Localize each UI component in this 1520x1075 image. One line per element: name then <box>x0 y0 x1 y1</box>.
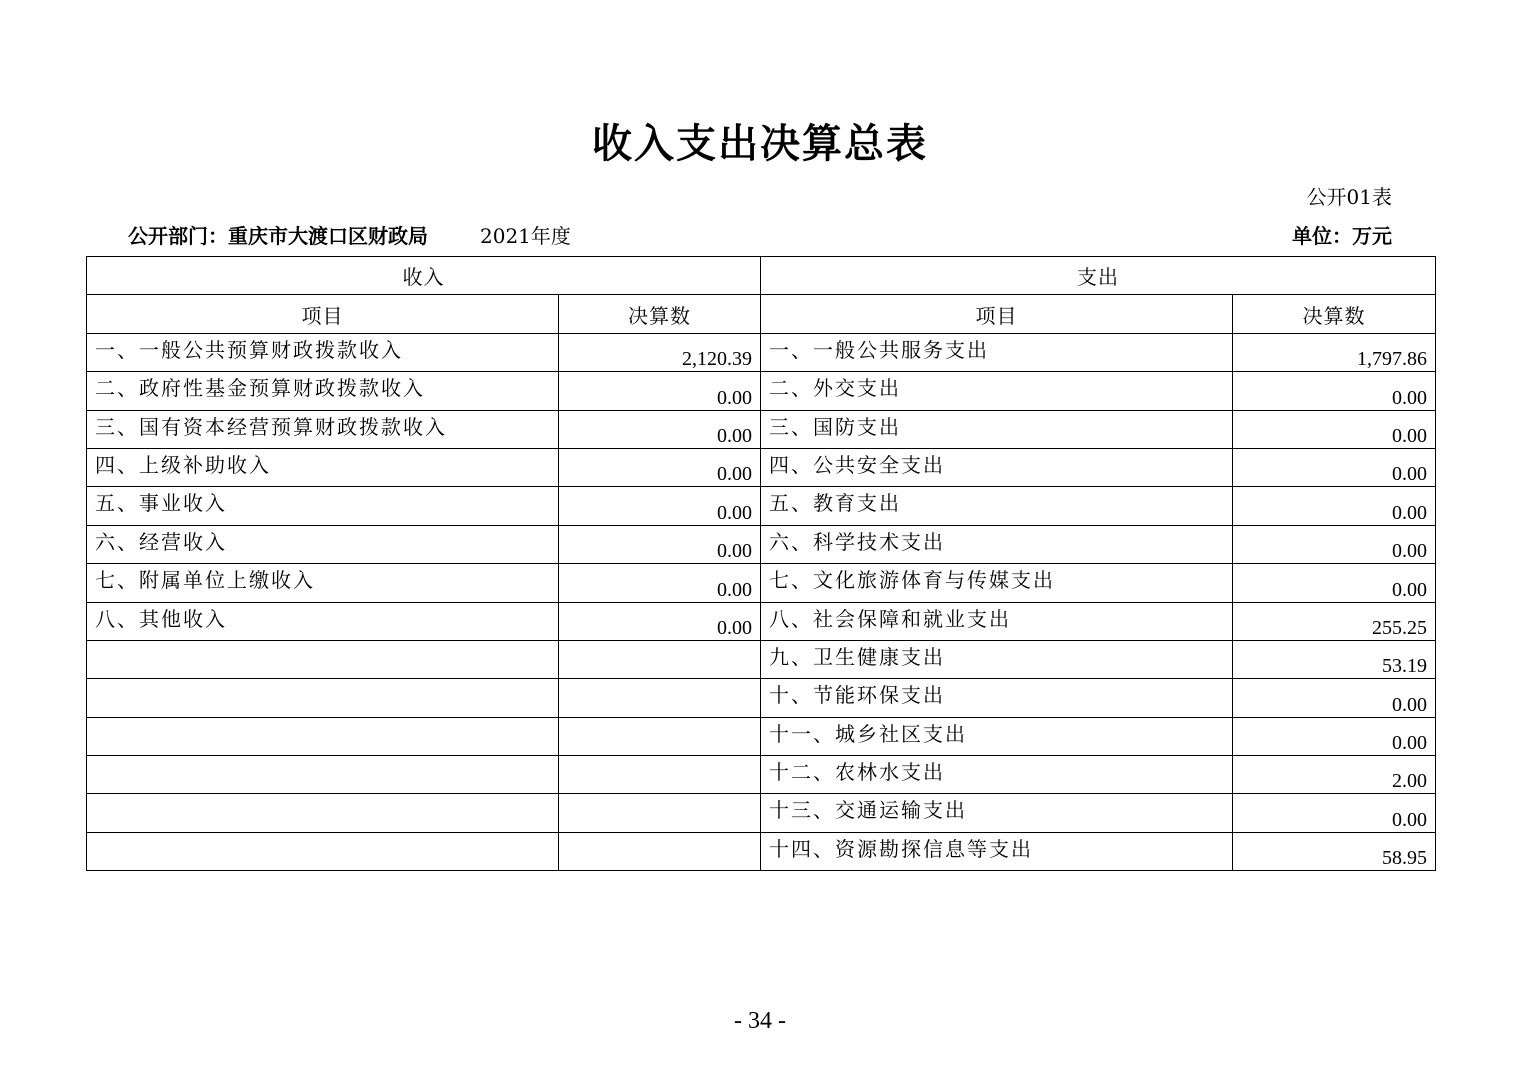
expense-group-header: 支出 <box>761 257 1436 295</box>
income-amount-cell: 0.00 <box>559 525 761 563</box>
fiscal-year: 2021年度 <box>480 224 571 248</box>
table-body <box>87 333 1436 870</box>
income-amount-cell: 0.00 <box>559 410 761 448</box>
income-amount-cell: 2,120.39 <box>559 333 761 371</box>
income-amount-cell <box>559 717 761 755</box>
expense-item-cell: 十、节能环保支出 <box>761 679 1233 717</box>
income-item-cell: 三、国有资本经营预算财政拨款收入 <box>87 410 559 448</box>
income-amount-cell <box>559 794 761 832</box>
table-row <box>87 564 1436 602</box>
table-row <box>87 794 1436 832</box>
expense-amount-cell: 0.00 <box>1233 410 1436 448</box>
income-amount-header: 决算数 <box>559 295 761 333</box>
table-row <box>87 372 1436 410</box>
income-amount-cell <box>559 679 761 717</box>
department-name: 公开部门：重庆市大渡口区财政局 <box>128 224 428 248</box>
table-column-header-row <box>87 295 1436 333</box>
table-row <box>87 832 1436 870</box>
expense-amount-cell: 58.95 <box>1233 832 1436 870</box>
department-line <box>128 220 571 249</box>
income-amount-cell: 0.00 <box>559 372 761 410</box>
income-amount-cell <box>559 756 761 794</box>
report-title: 收入支出决算总表 <box>592 121 928 167</box>
expense-amount-cell: 0.00 <box>1233 525 1436 563</box>
expense-amount-cell: 2.00 <box>1233 756 1436 794</box>
unit-label: 单位：万元 <box>1292 224 1392 248</box>
expense-item-cell: 十二、农林水支出 <box>761 756 1233 794</box>
table-row <box>87 448 1436 486</box>
income-amount-cell <box>559 640 761 678</box>
table-row <box>87 679 1436 717</box>
expense-amount-cell: 1,797.86 <box>1233 333 1436 371</box>
expense-amount-cell: 0.00 <box>1233 679 1436 717</box>
expense-amount-cell: 0.00 <box>1233 372 1436 410</box>
income-item-header: 项目 <box>87 295 559 333</box>
income-group-header: 收入 <box>87 257 761 295</box>
expense-amount-cell: 0.00 <box>1233 564 1436 602</box>
income-item-cell <box>87 717 559 755</box>
expense-amount-cell: 0.00 <box>1233 448 1436 486</box>
table-row <box>87 717 1436 755</box>
income-amount-cell: 0.00 <box>559 448 761 486</box>
expense-item-cell: 十三、交通运输支出 <box>761 794 1233 832</box>
table-row <box>87 525 1436 563</box>
expense-item-header: 项目 <box>761 295 1233 333</box>
income-item-cell: 五、事业收入 <box>87 487 559 525</box>
expense-item-cell: 四、公共安全支出 <box>761 448 1233 486</box>
income-amount-cell: 0.00 <box>559 602 761 640</box>
income-item-cell: 一、一般公共预算财政拨款收入 <box>87 333 559 371</box>
expense-item-cell: 一、一般公共服务支出 <box>761 333 1233 371</box>
table-row <box>87 756 1436 794</box>
expense-item-cell: 十四、资源勘探信息等支出 <box>761 832 1233 870</box>
expense-amount-cell: 0.00 <box>1233 717 1436 755</box>
expense-item-cell: 八、社会保障和就业支出 <box>761 602 1233 640</box>
income-item-cell: 六、经营收入 <box>87 525 559 563</box>
table-row <box>87 487 1436 525</box>
table-row <box>87 640 1436 678</box>
expense-amount-cell: 0.00 <box>1233 487 1436 525</box>
income-amount-cell <box>559 832 761 870</box>
income-amount-cell: 0.00 <box>559 487 761 525</box>
table-row <box>87 410 1436 448</box>
income-item-cell: 四、上级补助收入 <box>87 448 559 486</box>
expense-item-cell: 二、外交支出 <box>761 372 1233 410</box>
income-item-cell <box>87 756 559 794</box>
expense-item-cell: 十一、城乡社区支出 <box>761 717 1233 755</box>
income-item-cell: 八、其他收入 <box>87 602 559 640</box>
expense-amount-header: 决算数 <box>1233 295 1436 333</box>
income-item-cell <box>87 640 559 678</box>
income-amount-cell: 0.00 <box>559 564 761 602</box>
expense-item-cell: 六、科学技术支出 <box>761 525 1233 563</box>
table-row <box>87 333 1436 371</box>
table-row <box>87 602 1436 640</box>
expense-amount-cell: 0.00 <box>1233 794 1436 832</box>
expense-item-cell: 七、文化旅游体育与传媒支出 <box>761 564 1233 602</box>
income-item-cell: 七、附属单位上缴收入 <box>87 564 559 602</box>
income-item-cell <box>87 832 559 870</box>
income-item-cell <box>87 679 559 717</box>
page-number: - 34 - <box>734 1008 786 1034</box>
form-number: 公开01表 <box>1306 185 1392 209</box>
income-item-cell <box>87 794 559 832</box>
expense-item-cell: 九、卫生健康支出 <box>761 640 1233 678</box>
expense-item-cell: 五、教育支出 <box>761 487 1233 525</box>
income-item-cell: 二、政府性基金预算财政拨款收入 <box>87 372 559 410</box>
expense-amount-cell: 255.25 <box>1233 602 1436 640</box>
income-expense-table <box>86 256 1436 871</box>
table-group-header-row <box>87 257 1436 295</box>
expense-item-cell: 三、国防支出 <box>761 410 1233 448</box>
expense-amount-cell: 53.19 <box>1233 640 1436 678</box>
